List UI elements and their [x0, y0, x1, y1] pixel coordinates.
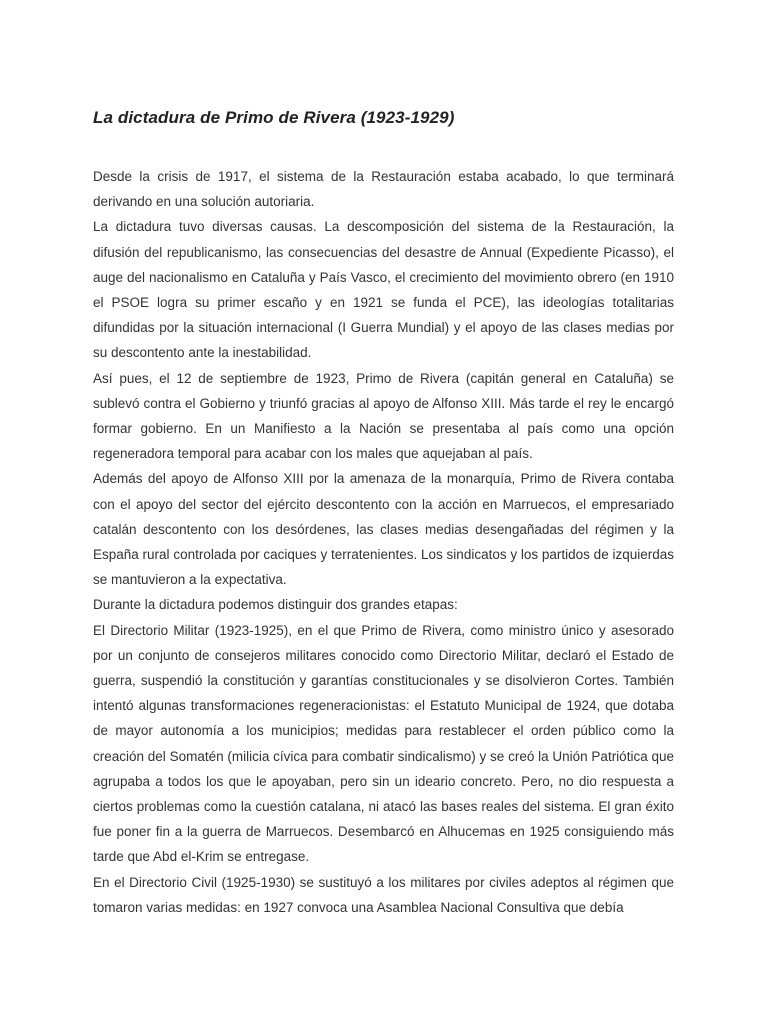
paragraph-support: Además del apoyo de Alfonso XIII por la amenaza de la monarquía, Primo de Rivera contaba con el apoyo del sector del ejército descontento con la acción en Marruecos, el empresariado catalán descontento con los desórdenes, las clases medias desengañadas del régimen y la España rural controlada por caciques y terratenientes. Los sindicatos y los partidos de izquierdas se mantuvieron a la expectativa. — [93, 471, 674, 588]
paragraph-military-directory: El Directorio Militar (1923-1925), en el que Primo de Rivera, como ministro único y asesorado por un conjunto de consejeros militares conocido como Directorio Militar, declaró el Estado de guerra, suspendió la constitución y garantías constitucionales y se disolvieron Cortes. También intentó algunas transformaciones regeneracionistas: el Estatuto Municipal de 1924, que dotaba de mayor autonomía a los municipios; medidas para restablecer el orden público como la creación del Somatén (milicia cívica para combatir sindicalismo) y se creó la Unión Patriótica que agrupaba a todos los que le apoyaban, pero sin un ideario concreto. Pero, no dio respuesta a ciertos problemas como la cuestión catalana, ni atacó las bases reales del sistema. El gran éxito fue poner fin a la guerra de Marruecos. Desembarcó en Alhucemas en 1925 consiguiendo más tarde que Abd el-Krim se entregase. — [93, 622, 674, 865]
paragraph-coup: Así pues, el 12 de septiembre de 1923, Primo de Rivera (capitán general en Cataluña) se sublevó contra el Gobierno y triunfó gracias al apoyo de Alfonso XIII. Más tarde el rey le encargó formar gobierno. En un Manifiesto a la Nación se presentaba al país como una opción regeneradora temporal para acabar con los males que aquejaban al país. — [93, 370, 674, 462]
document-body — [93, 164, 674, 920]
paragraph-causes: La dictadura tuvo diversas causas. La descomposición del sistema de la Restauración, la difusión del republicanismo, las consecuencias del desastre de Annual (Expediente Picasso), el auge del nacionalismo en Cataluña y País Vasco, el crecimiento del movimiento obrero (en 1910 el PSOE logra su primer escaño y en 1921 se funda el PCE), las ideologías totalitarias difundidas por la situación internacional (I Guerra Mundial) y el apoyo de las clases medias por su descontento ante la inestabilidad. — [93, 219, 674, 361]
paragraph-stages-intro: Durante la dictadura podemos distinguir dos grandes etapas: — [93, 597, 458, 613]
paragraph-civil-directory: En el Directorio Civil (1925-1930) se sustituyó a los militares por civiles adeptos al régimen que tomaron varias medidas: en 1927 convoca una Asamblea Nacional Consultiva que debía — [93, 874, 674, 915]
document-title: La dictadura de Primo de Rivera (1923-1929) — [93, 108, 455, 127]
paragraph-intro: Desde la crisis de 1917, el sistema de la Restauración estaba acabado, lo que terminará derivando en una solución autoriaria. — [93, 169, 674, 210]
